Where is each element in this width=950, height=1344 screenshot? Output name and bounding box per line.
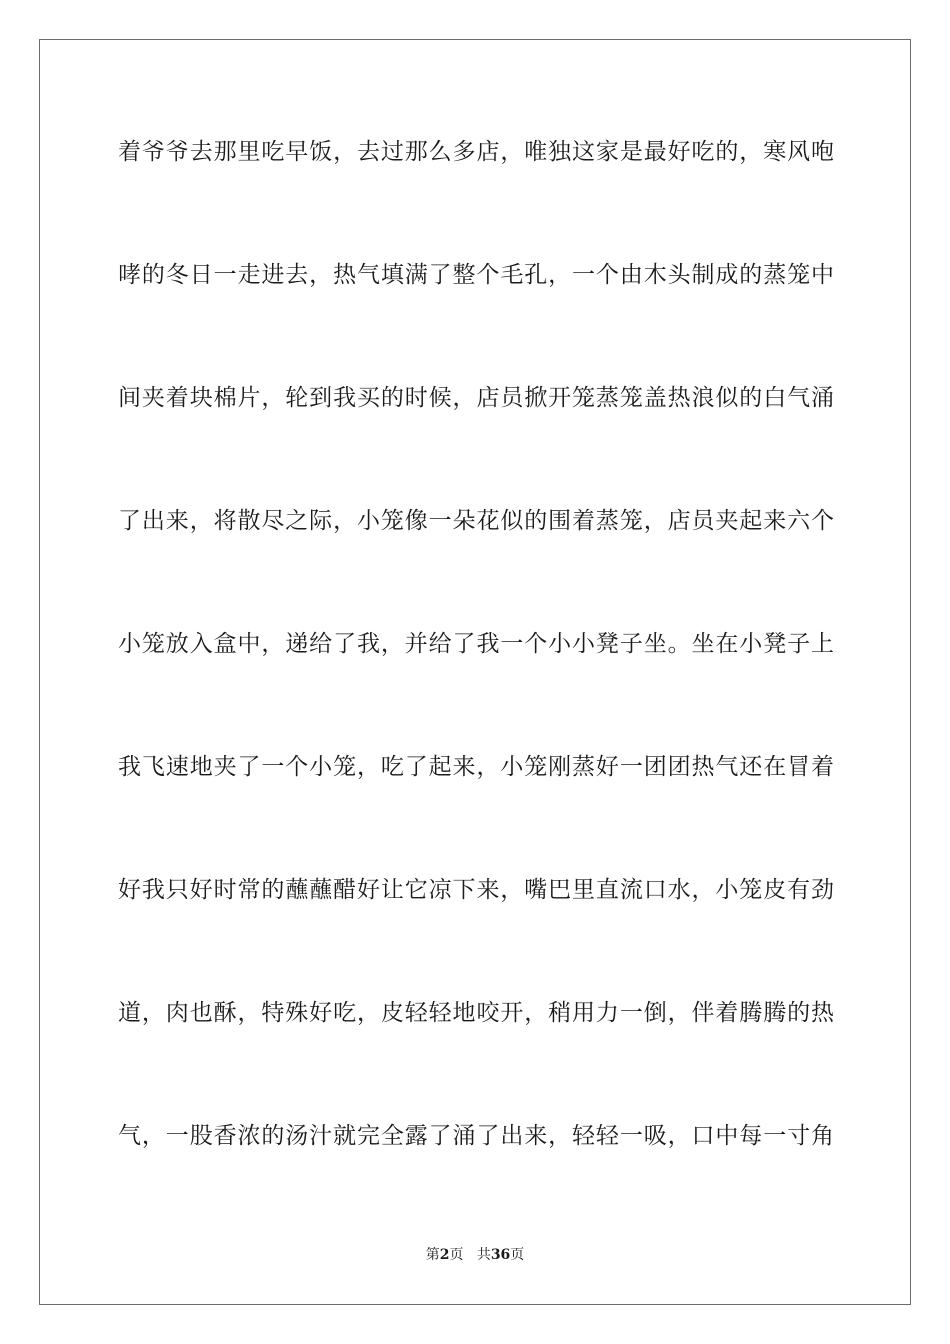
text-line: 我飞速地夹了一个小笼，吃了起来，小笼刚蒸好一团团热气还在冒着 (118, 754, 834, 780)
text-line: 气，一股香浓的汤汁就完全露了涌了出来，轻轻一吸，口中每一寸角 (118, 1123, 834, 1149)
page-prefix: 第 (425, 1247, 440, 1263)
text-line: 了出来，将散尽之际，小笼像一朵花似的围着蒸笼，店员夹起来六个 (118, 508, 834, 534)
page-suffix: 页 (449, 1247, 464, 1263)
page-number: 2 (439, 1247, 450, 1263)
total-suffix: 页 (510, 1247, 525, 1263)
page-footer (0, 1245, 950, 1265)
total-prefix: 共 (476, 1247, 491, 1263)
text-line: 间夹着块棉片，轮到我买的时候，店员掀开笼蒸笼盖热浪似的白气涌 (118, 385, 834, 411)
text-line: 哮的冬日一走进去，热气填满了整个毛孔，一个由木头制成的蒸笼中 (118, 262, 834, 288)
text-line: 好我只好时常的蘸蘸醋好让它凉下来，嘴巴里直流口水，小笼皮有劲 (118, 877, 834, 903)
text-line: 道，肉也酥，特殊好吃，皮轻轻地咬开，稍用力一倒，伴着腾腾的热 (118, 1000, 834, 1026)
text-line: 着爷爷去那里吃早饭，去过那么多店，唯独这家是最好吃的，寒风咆 (118, 139, 834, 165)
total-pages: 36 (490, 1247, 511, 1263)
body-text (118, 132, 834, 1239)
text-line: 小笼放入盒中，递给了我，并给了我一个小小凳子坐。坐在小凳子上 (118, 631, 834, 657)
